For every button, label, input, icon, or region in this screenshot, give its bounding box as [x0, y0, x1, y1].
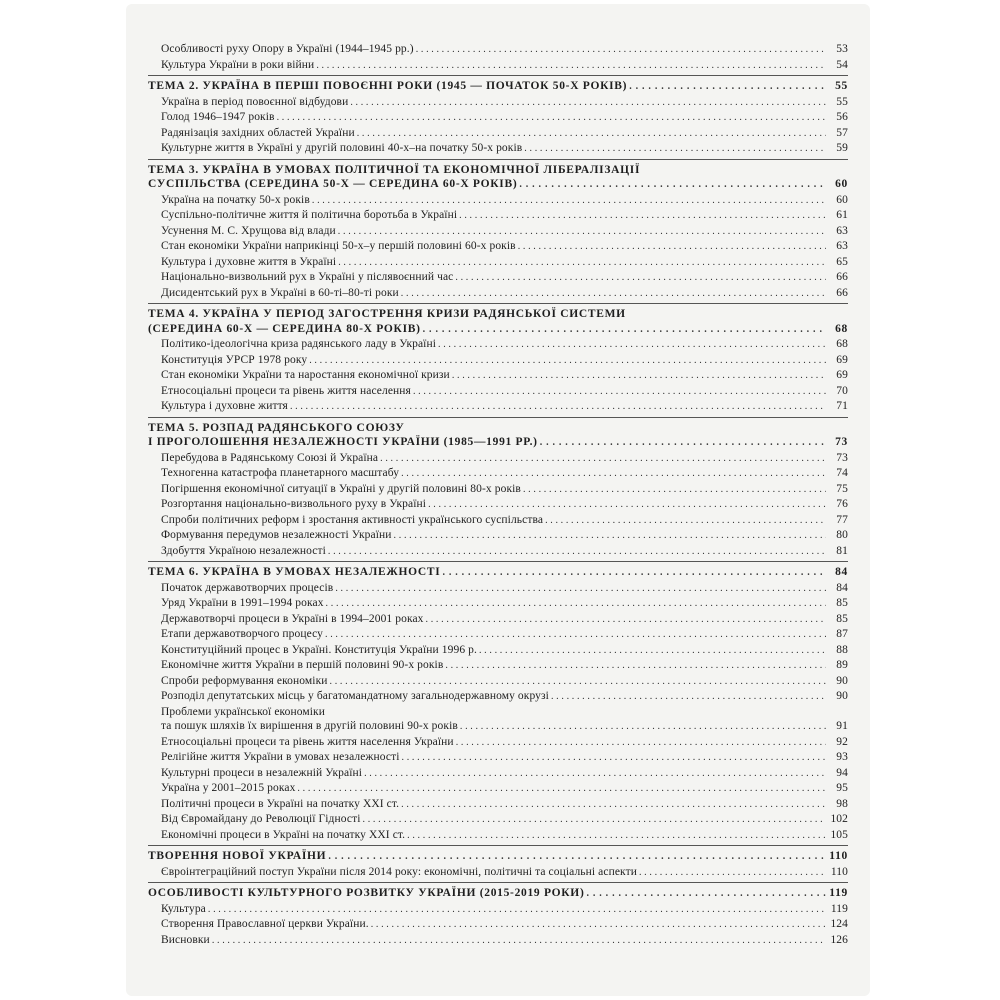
toc-entry-title: Україна в період повоєнної відбудови: [161, 95, 349, 108]
leader-dots: [639, 866, 826, 881]
leader-dots: [326, 597, 826, 612]
toc-entry: [148, 208, 848, 224]
leader-dots: [312, 194, 826, 209]
toc-entry: [148, 812, 848, 828]
toc-heading: [148, 849, 848, 865]
toc-entry-title: Суспільно-політичне життя й політична боротьба в Україні: [161, 209, 458, 221]
toc-entry: [148, 528, 848, 544]
leader-dots: [629, 80, 826, 95]
toc-heading-line: ТЕМА 5. РОЗПАД РАДЯНСЬКОГО СОЮЗУ: [148, 421, 405, 434]
leader-dots: [445, 659, 826, 674]
leader-dots: [540, 436, 826, 451]
toc-entry: [148, 110, 848, 126]
toc-entry-title: Економічне життя України в першій половині 90-х років: [161, 659, 444, 671]
toc-entry-page: 60: [836, 193, 848, 206]
leader-dots: [479, 644, 826, 659]
leader-dots: [524, 142, 826, 157]
toc-entry: [148, 497, 848, 513]
toc-entry: [148, 513, 848, 529]
toc-entry-page: 57: [836, 126, 848, 139]
leader-dots: [330, 675, 826, 690]
toc-entry-page: 68: [836, 338, 848, 350]
toc-heading-page: 110: [829, 850, 848, 862]
toc-section-topic-3: [148, 159, 848, 302]
toc-entry-title: Проблеми української економіки: [161, 705, 325, 718]
toc-entry-page: 66: [836, 286, 848, 299]
leader-dots: [402, 751, 827, 766]
toc-heading: [148, 177, 848, 193]
toc-entry-page: 59: [836, 142, 848, 154]
toc-entry-title: Спроби реформування економіки: [161, 674, 328, 687]
toc-entry-page: 56: [836, 111, 848, 123]
toc-entry-title: Висновки: [161, 933, 210, 946]
toc-section-topic-2: [148, 75, 848, 157]
toc-heading-title: (СЕРЕДИНА 60-Х — СЕРЕДИНА 80-Х РОКІВ): [148, 322, 421, 335]
leader-dots: [350, 96, 826, 111]
leader-dots: [208, 903, 826, 918]
toc-entry-title: Створення Православної церкви України.: [161, 918, 369, 930]
toc-heading-line: ТЕМА 4. УКРАЇНА У ПЕРІОД ЗАГОСТРЕННЯ КРИЗИ РАДЯНСЬКОЇ СИСТЕМИ: [148, 308, 626, 320]
toc-heading-title: І ПРОГОЛОШЕННЯ НЕЗАЛЕЖНОСТІ УКРАЇНИ (1985—1991 РР.): [148, 436, 538, 448]
toc-entry-page: 55: [836, 95, 848, 108]
leader-dots: [357, 127, 826, 142]
toc-entry: [148, 865, 848, 881]
leader-dots: [455, 271, 826, 286]
toc-heading: [148, 886, 848, 902]
toc-entry-title: Етносоціальні процеси та рівень життя населення України: [161, 735, 454, 748]
leader-dots: [586, 887, 826, 902]
leader-dots: [423, 323, 826, 338]
toc-section-new-ukraine: [148, 845, 848, 880]
toc-entry-title: Релігійне життя України в умовах незалежності: [161, 751, 400, 763]
toc-entry: [148, 828, 848, 844]
toc-section-topic-4: [148, 303, 848, 415]
toc-heading-line: ТЕМА 3. УКРАЇНА В УМОВАХ ПОЛІТИЧНОЇ ТА ЕКОНОМІЧНОЇ ЛІБЕРАЛІЗАЦІЇ: [148, 163, 641, 176]
toc-entry-title: Етапи державотворчого процесу: [161, 628, 324, 640]
toc-entry: [148, 689, 848, 705]
leader-dots: [325, 628, 826, 643]
toc-heading-page: 73: [835, 436, 848, 448]
leader-dots: [277, 111, 826, 126]
toc-entry: [148, 612, 848, 628]
leader-dots: [364, 767, 826, 782]
toc-entry-page: 77: [836, 513, 848, 526]
toc-entry-page: 74: [836, 467, 848, 479]
leader-dots: [460, 720, 826, 735]
toc-entry-page: 73: [836, 451, 848, 464]
toc-heading-page: 84: [835, 566, 848, 578]
leader-dots: [401, 467, 826, 482]
toc-entry: [148, 781, 848, 797]
toc-section-culture: [148, 882, 848, 948]
toc-entry: [148, 544, 848, 560]
toc-entry: [148, 255, 848, 271]
toc-entry-title: Від Євромайдану до Революції Гідності: [161, 813, 361, 825]
leader-dots: [297, 782, 826, 797]
toc-entry-title: Спроби політичних реформ і зростання активності українського суспільства: [161, 513, 544, 526]
toc-entry-title: Радянізація західних областей України: [161, 126, 355, 139]
toc-entry-title: Стан економіки України наприкінці 50-х–у першій половині 60-х років: [161, 240, 516, 252]
toc-entry: [148, 384, 848, 400]
toc-entry-page: 94: [836, 766, 848, 779]
toc-entry: [148, 933, 848, 949]
leader-dots: [316, 59, 826, 74]
toc-entry-title: Початок державотворчих процесів: [161, 581, 334, 594]
leader-dots: [309, 354, 826, 369]
leader-dots: [459, 209, 826, 224]
toc-entry-page: 65: [836, 255, 848, 268]
toc-entry-page: 124: [830, 918, 848, 930]
toc-entry-title: Політичні процеси в Україні на початку XXI ст.: [161, 797, 400, 810]
toc-entry-page: 85: [836, 612, 848, 625]
toc-entry-page: 61: [836, 209, 848, 221]
toc-entry-page: 92: [836, 735, 848, 748]
leader-dots: [212, 934, 826, 949]
leader-dots: [442, 566, 826, 581]
toc-entry-page: 53: [836, 43, 848, 55]
toc-entry: [148, 353, 848, 369]
leader-dots: [518, 240, 826, 255]
toc-section-topic-6: [148, 561, 848, 843]
toc-entry: [148, 917, 848, 933]
toc-entry: [148, 286, 848, 302]
document-page: [126, 4, 870, 996]
leader-dots: [290, 400, 826, 415]
toc-heading: [148, 322, 848, 338]
toc-entry-title: Культура і духовне життя в Україні: [161, 255, 337, 268]
toc-entry-page: 126: [830, 933, 848, 946]
toc-entry-page: 90: [836, 690, 848, 702]
leader-dots: [438, 338, 826, 353]
toc-heading-title: ОСОБЛИВОСТІ КУЛЬТУРНОГО РОЗВИТКУ УКРАЇНИ (2015-2019 РОКИ): [148, 887, 585, 899]
toc-entry: [148, 451, 848, 467]
toc-entry-title: Культурне життя в Україні у другій половині 40-х–на початку 50-х років: [161, 142, 523, 154]
toc-entry-title: Етносоціальні процеси та рівень життя населення: [161, 384, 411, 397]
toc-entry-title: Україна у 2001–2015 роках: [161, 782, 296, 794]
leader-dots: [407, 829, 826, 844]
toc-entry-title: Культура і духовне життя: [161, 400, 288, 412]
toc-section-topic-5: [148, 417, 848, 560]
toc-entry-title: Державотворчі процеси в Україні в 1994–2001 роках: [161, 612, 424, 625]
toc-entry-title: Культура України в роки війни: [161, 58, 315, 71]
toc-entry: [148, 126, 848, 142]
toc-entry: [148, 466, 848, 482]
toc-entry: [148, 797, 848, 813]
toc-entry: [148, 368, 848, 384]
leader-dots: [394, 529, 826, 544]
toc-entry: [148, 337, 848, 353]
leader-dots: [401, 287, 826, 302]
toc-section-previous: [148, 42, 848, 73]
toc-entry-title: Стан економіки України та наростання економічної кризи: [161, 369, 450, 381]
toc-entry-title: Уряд України в 1991–1994 роках: [161, 597, 324, 609]
leader-dots: [551, 690, 826, 705]
toc-entry-page: 70: [836, 384, 848, 397]
leader-dots: [380, 452, 826, 467]
toc-entry: [148, 674, 848, 690]
toc-entry-page: 75: [836, 482, 848, 495]
toc-entry-title: Культурні процеси в незалежній Україні: [161, 766, 363, 779]
toc-entry: [148, 58, 848, 74]
toc-entry-title: Погіршення економічної ситуації в Україні у другій половині 80-х років: [161, 482, 521, 495]
toc-entry-page: 69: [836, 369, 848, 381]
toc-entry: [148, 735, 848, 751]
toc-heading-page: 68: [835, 322, 848, 335]
toc-heading-title: ТЕМА 2. УКРАЇНА В ПЕРШІ ПОВОЄННІ РОКИ (1945 — ПОЧАТОК 50-Х РОКІВ): [148, 80, 628, 92]
toc-entry: [148, 581, 848, 597]
toc-entry-line: [148, 705, 848, 720]
toc-entry-page: 91: [836, 720, 848, 732]
toc-entry-page: 95: [836, 782, 848, 794]
leader-dots: [545, 514, 826, 529]
toc-entry-title: Формування передумов незалежності України: [161, 529, 392, 541]
toc-entry: [148, 643, 848, 659]
toc-entry-title: Дисидентський рух в Україні в 60-ті–80-ті роки: [161, 286, 399, 299]
toc-entry: [148, 42, 848, 58]
toc-entry-title: Розгортання національно-визвольного руху в Україні: [161, 498, 427, 510]
toc-entry-title: Перебудова в Радянському Союзі й Україна: [161, 451, 379, 464]
leader-dots: [452, 369, 826, 384]
toc-entry: [148, 719, 848, 735]
toc-entry-title: Економічні процеси в Україні на початку XXI ст.: [161, 828, 406, 841]
toc-entry-page: 54: [836, 58, 848, 71]
toc-entry-page: 69: [836, 353, 848, 366]
toc-entry: [148, 750, 848, 766]
toc-heading-page: 119: [829, 887, 848, 899]
leader-dots: [456, 736, 826, 751]
leader-dots: [428, 498, 826, 513]
toc-entry-page: 80: [836, 529, 848, 541]
leader-dots: [519, 178, 826, 193]
toc-entry-title: Здобуття Україною незалежності: [161, 544, 326, 557]
toc-entry-page: 84: [836, 581, 848, 594]
toc-entry-page: 88: [836, 643, 848, 656]
toc-heading: [148, 435, 848, 451]
toc-entry: [148, 627, 848, 643]
toc-entry: [148, 224, 848, 240]
toc-entry-title: Національно-визвольний рух в Україні у післявоєнний час: [161, 271, 454, 283]
toc-entry-page: 87: [836, 628, 848, 640]
leader-dots: [371, 918, 826, 933]
leader-dots: [335, 582, 826, 597]
toc-entry-page: 105: [830, 828, 848, 841]
toc-entry: [148, 95, 848, 111]
toc-entry-page: 81: [836, 544, 848, 557]
toc-entry: [148, 141, 848, 157]
toc-entry-page: 76: [836, 498, 848, 510]
leader-dots: [338, 225, 826, 240]
toc-entry-page: 66: [836, 271, 848, 283]
toc-entry-title: Конституція УРСР 1978 року: [161, 353, 308, 366]
toc-entry: [148, 193, 848, 209]
toc-entry-title: Усунення М. С. Хрущова від влади: [161, 224, 336, 237]
leader-dots: [328, 850, 826, 865]
toc-entry-title: Культура: [161, 902, 206, 915]
toc-heading-page: 55: [835, 80, 848, 92]
toc-entry: [148, 596, 848, 612]
toc-entry: [148, 239, 848, 255]
toc-entry: [148, 766, 848, 782]
toc-entry-title: Особливості руху Опору в Україні (1944–1945 рр.): [161, 43, 414, 55]
leader-dots: [413, 385, 826, 400]
toc-entry-page: 63: [836, 240, 848, 252]
toc-entry-page: 89: [836, 659, 848, 671]
leader-dots: [401, 798, 826, 813]
toc-heading: [148, 565, 848, 581]
leader-dots: [416, 43, 826, 58]
toc-entry-page: 85: [836, 597, 848, 609]
toc-entry-title: та пошук шляхів їх вирішення в другій половині 90-х років: [161, 720, 458, 732]
toc-entry: [148, 658, 848, 674]
leader-dots: [338, 256, 826, 271]
toc-entry-title: Техногенна катастрофа планетарного масштабу: [161, 467, 400, 479]
toc-entry-title: Політико-ідеологічна криза радянського ладу в Україні: [161, 338, 437, 350]
toc-entry-title: Розподіл депутатських місць у багатомандатному загальнодержавному окрузі: [161, 690, 549, 702]
toc-entry: [148, 270, 848, 286]
table-of-contents: [148, 42, 848, 948]
toc-entry-page: 110: [830, 865, 848, 878]
toc-entry: [148, 482, 848, 498]
toc-entry-page: 90: [836, 674, 848, 687]
toc-entry-title: Конституційний процес в Україні. Конституція України 1996 р.: [161, 643, 477, 656]
leader-dots: [328, 545, 826, 560]
toc-heading-title: СУСПІЛЬСТВА (СЕРЕДИНА 50-Х — СЕРЕДИНА 60-Х РОКІВ): [148, 178, 518, 190]
toc-entry-page: 63: [836, 224, 848, 237]
toc-heading-title: ТВОРЕННЯ НОВОЇ УКРАЇНИ: [148, 850, 327, 862]
toc-entry-page: 71: [836, 400, 848, 412]
toc-entry: [148, 399, 848, 415]
toc-heading: [148, 79, 848, 95]
leader-dots: [426, 613, 826, 628]
toc-heading-page: 60: [835, 178, 848, 190]
toc-heading-title: ТЕМА 6. УКРАЇНА В УМОВАХ НЕЗАЛЕЖНОСТІ: [148, 566, 441, 578]
toc-entry-title: Україна на початку 50-х років: [161, 193, 310, 206]
toc-entry: [148, 902, 848, 918]
toc-entry-page: 119: [830, 902, 848, 915]
toc-entry-page: 93: [836, 751, 848, 763]
toc-entry-page: 98: [836, 797, 848, 810]
toc-entry-page: 102: [830, 813, 848, 825]
leader-dots: [523, 483, 826, 498]
toc-entry-title: Євроінтеграційний поступ України після 2014 року: економічні, політичні та соціальні аспекти: [161, 865, 637, 878]
leader-dots: [363, 813, 826, 828]
toc-entry-title: Голод 1946–1947 років: [161, 111, 275, 123]
